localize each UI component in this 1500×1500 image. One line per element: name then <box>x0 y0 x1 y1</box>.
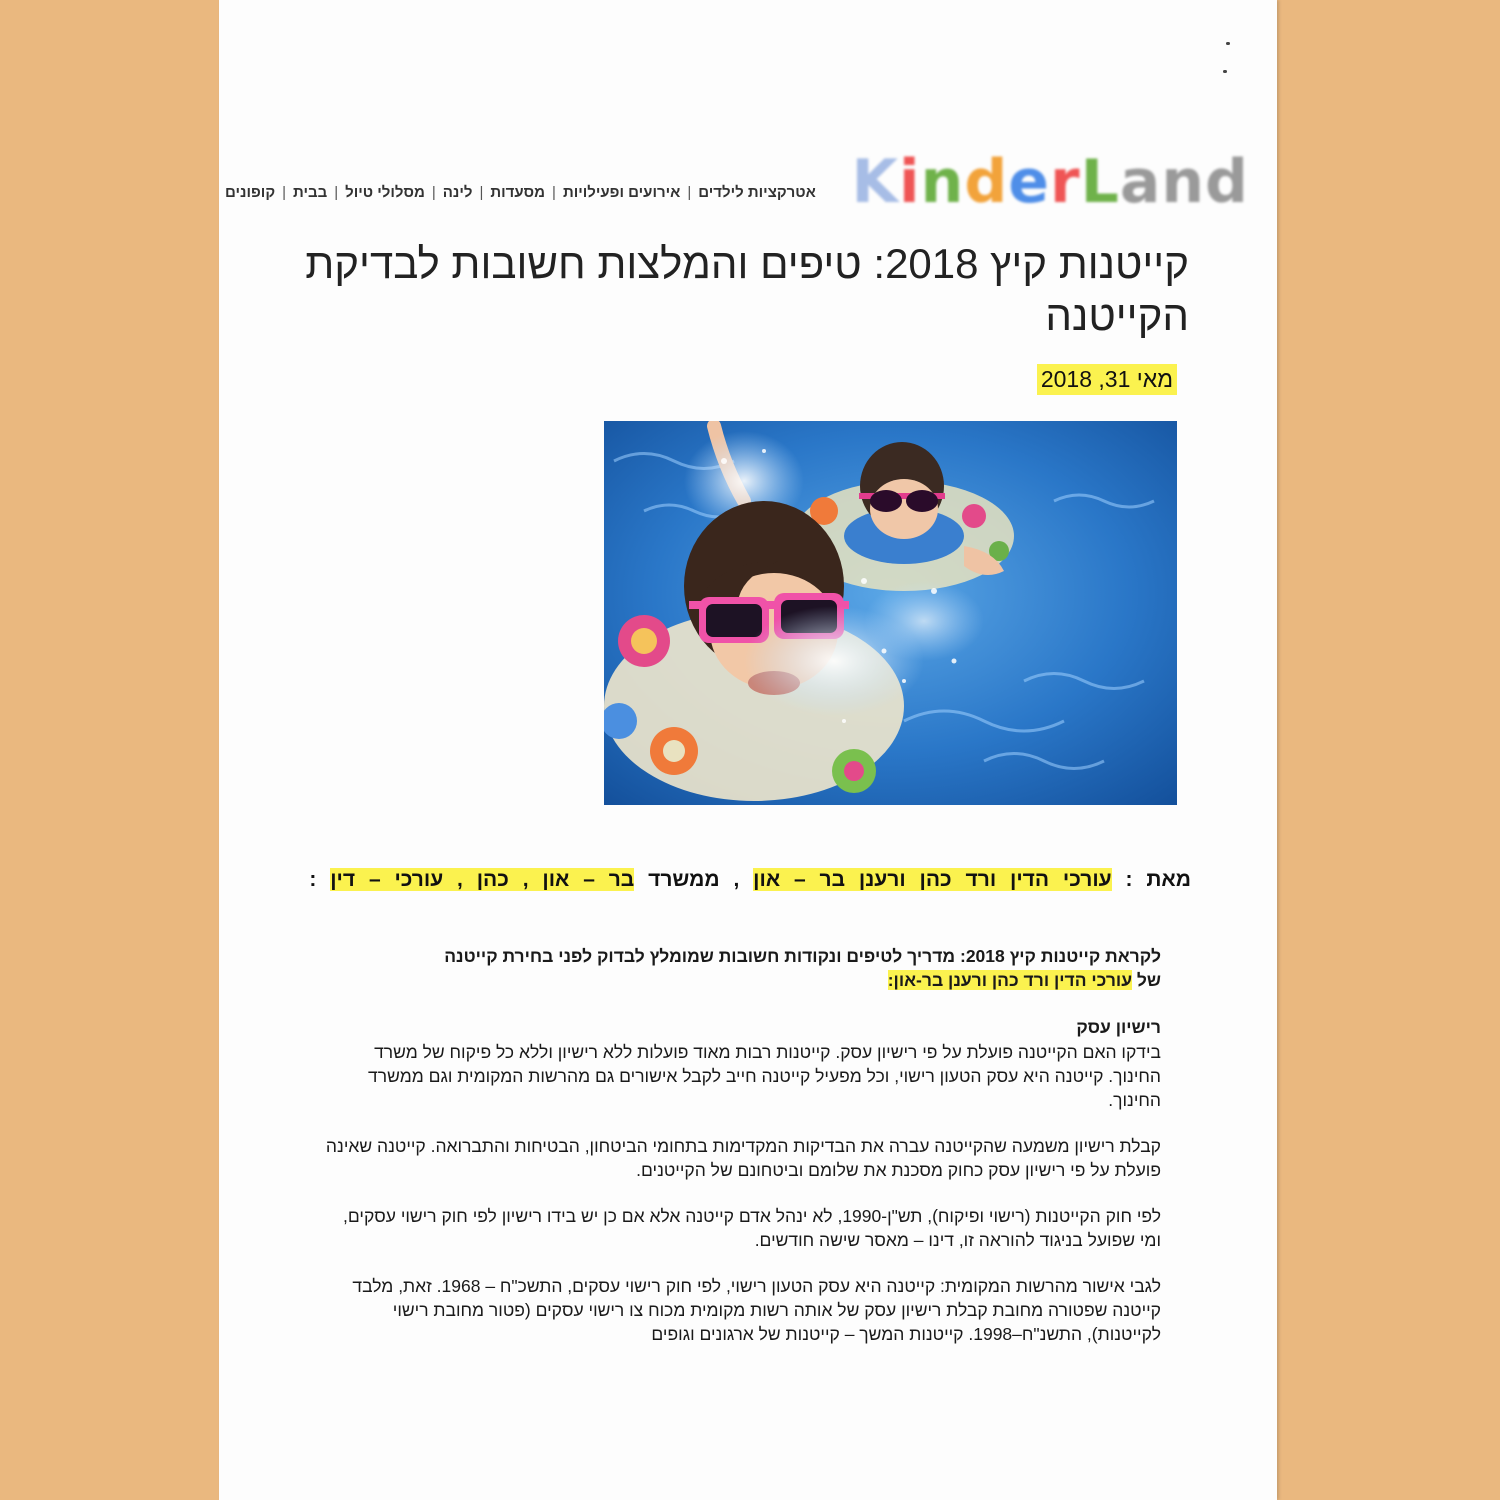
lead-prefix: של <box>1132 970 1161 990</box>
article-body <box>321 944 1161 1368</box>
logo-letter: e <box>1008 147 1050 217</box>
article-photo <box>604 421 1177 805</box>
byline-authors: עורכי הדין ורד כהן ורענן בר – און <box>753 868 1112 891</box>
logo-letter: i <box>899 147 921 217</box>
article-title: קייטנות קיץ 2018: טיפים והמלצות חשובות לבדיקת הקייטנה <box>305 240 1189 339</box>
nav-item[interactable]: בבית <box>293 184 328 201</box>
section-heading: רישיון עסק <box>1076 1017 1161 1037</box>
article-paragraph: בידקו האם הקייטנה פועלת על פי רישיון עסק. קייטנות רבות מאוד פועלות ללא רישיון וללא כל פיקוח של משרד החינוך. קייטנה היא עסק הטעון רישוי, וכל מפעיל קייטנה חייב לקבל אישורים גם מהרשות המקומית וגם ממשרד החינוך. <box>368 1042 1161 1110</box>
article-date: מאי 31, 2018 <box>1037 364 1177 395</box>
byline-end: : <box>309 868 317 891</box>
kids-swimming-pool-photo <box>604 421 1177 805</box>
logo-letter: r <box>1050 147 1081 217</box>
nav-separator: | <box>431 184 436 201</box>
byline-middle: , ממשרד <box>648 868 740 891</box>
nav-item[interactable]: לינה <box>442 184 473 201</box>
nav-item[interactable]: אירועים ופעילויות <box>562 184 681 201</box>
nav-separator: | <box>479 184 484 201</box>
lead-authors: עורכי הדין ורד כהן ורענן בר-און: <box>887 970 1133 990</box>
logo-letter: L <box>1080 147 1120 217</box>
kinderland-logo <box>851 147 1249 217</box>
top-navigation <box>225 184 816 201</box>
nav-separator: | <box>282 184 287 201</box>
nav-item[interactable]: קופונים <box>225 184 276 201</box>
nav-separator: | <box>552 184 556 201</box>
logo-letter: n <box>920 147 965 217</box>
logo-letter: K <box>851 147 900 217</box>
scan-speck <box>1223 70 1227 73</box>
nav-item[interactable]: מסלולי טיול <box>345 184 425 201</box>
article-paragraph: לפי חוק הקייטנות (רישוי ופיקוח), תש"ן-1990, לא ינהל אדם קייטנה אלא אם כן יש בידו רישיון לפי חוק רישוי עסקים, ומי שפועל בניגוד להוראה זו, דינו – מאסר שישה חודשים. <box>343 1206 1161 1250</box>
lead-line: לקראת קייטנות קיץ 2018: מדריך לטיפים ונקודות חשובות שמומלץ לבדוק לפני בחירת קייטנה <box>444 946 1161 966</box>
nav-item[interactable]: מסעדות <box>490 184 546 201</box>
nav-separator: | <box>334 184 339 201</box>
scan-speck <box>1226 42 1230 45</box>
byline <box>309 868 1191 892</box>
scanned-page <box>219 0 1277 1500</box>
nav-separator: | <box>687 184 692 201</box>
logo-letter: n <box>1161 147 1206 217</box>
article-lead <box>321 944 1161 992</box>
logo-letter: d <box>964 147 1009 217</box>
article-paragraph: לגבי אישור מהרשות המקומית: קייטנה היא עסק הטעון רישוי, לפי חוק רישוי עסקים, התשכ"ח – 1968. זאת, מלבד קייטנה שפטורה מחובת קבלת רישיון עסק של אותה רשות מקומית מכוח צו רישוי עסקים (פטור מחובת רישוי לקייטנות), התשנ"ח–1998. קייטנות המשך – קייטנות של ארגונים וגופים <box>352 1276 1161 1344</box>
logo-letter: d <box>1205 147 1249 217</box>
nav-item[interactable]: אטרקציות לילדים <box>698 184 816 201</box>
logo-letter: a <box>1119 147 1162 217</box>
byline-label: מאת : <box>1125 868 1191 891</box>
byline-firm: בר – און , כהן , עורכי – דין <box>330 868 635 891</box>
article-paragraph: קבלת רישיון משמעה שהקייטנה עברה את הבדיקות המקדימות בתחומי הביטחון, הבטיחות והתברואה. קייטנה שאינה פועלת על פי רישיון עסק כחוק מסכנת את שלומם וביטחונם של הקייטנים. <box>325 1136 1161 1180</box>
